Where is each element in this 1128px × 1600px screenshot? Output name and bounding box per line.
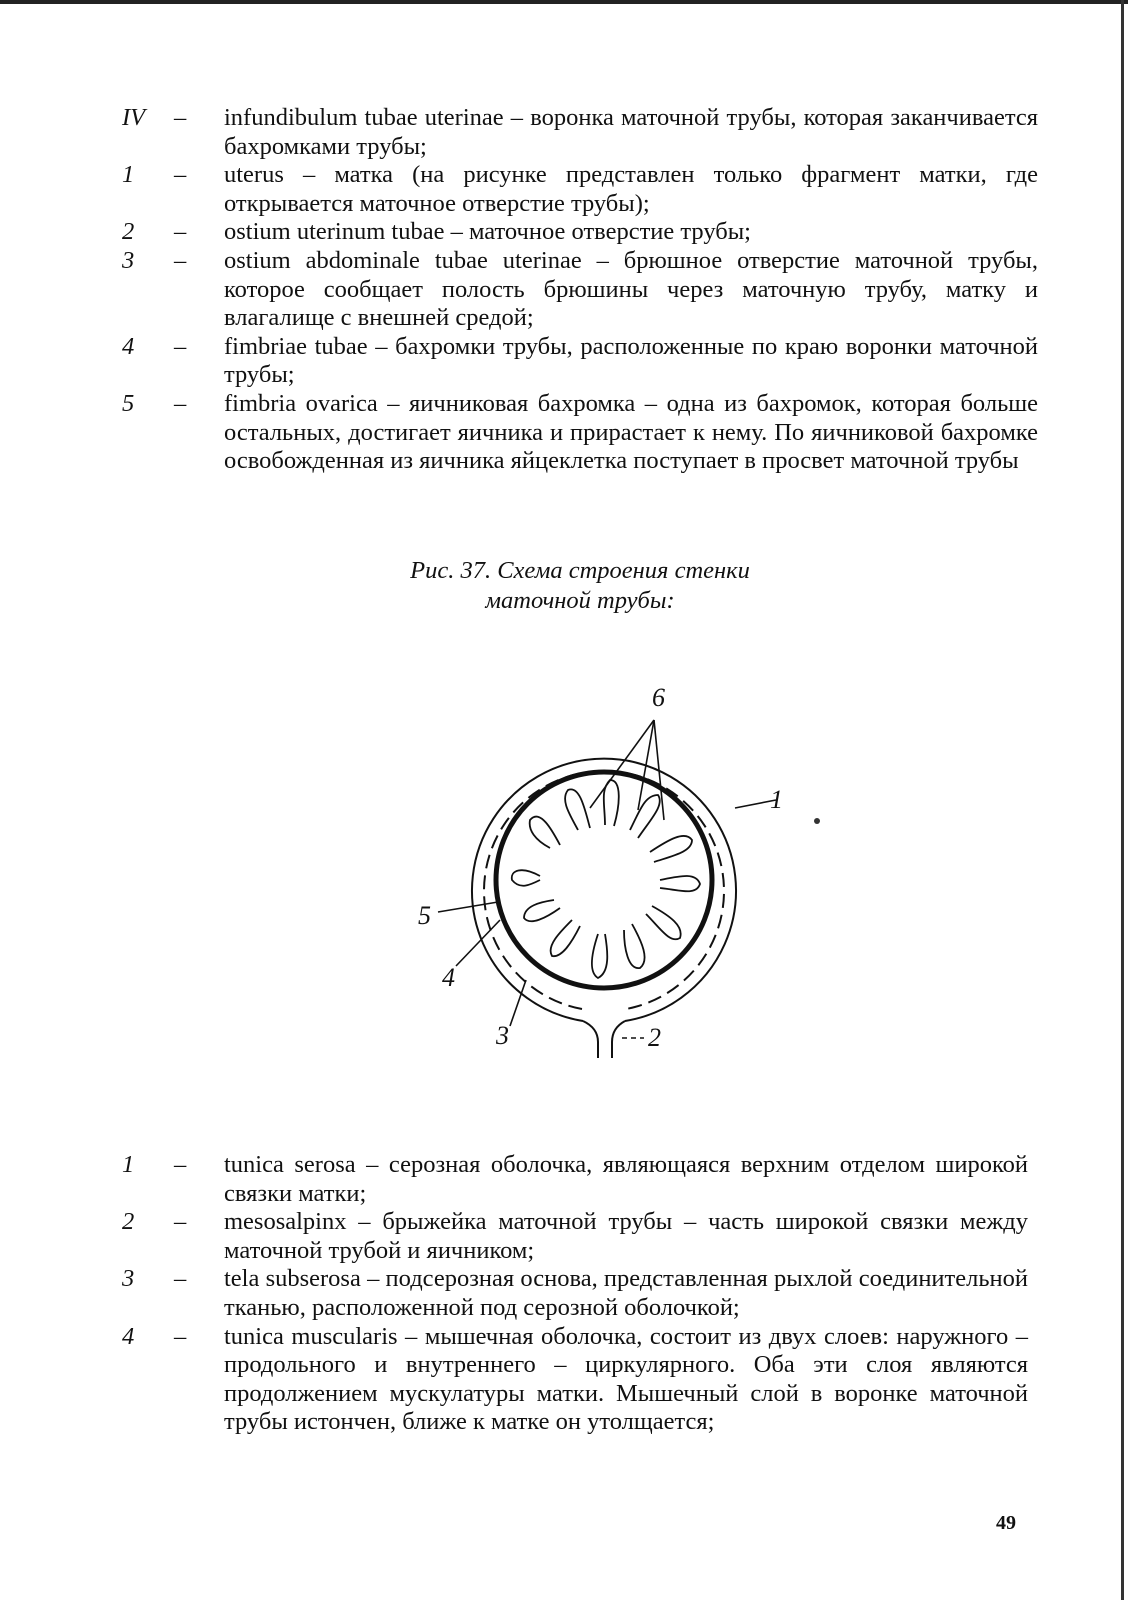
legend-entry	[118, 333, 1038, 390]
entry-dash: –	[174, 161, 187, 189]
entry-text: tunica muscularis – мышечная оболочка, состоит из двух слоев: наружного – продольного и внутреннего – циркулярного. Оба эти слоя являются продолжением мускулатуры матки. Мышечный слой в воронке маточной трубы истончен, ближе к матке он утолщается;	[224, 1322, 1028, 1436]
entry-dash: –	[174, 1151, 187, 1178]
legend-list-bottom	[118, 1151, 1028, 1437]
legend-entry	[118, 1151, 1028, 1208]
label-1: 1	[770, 785, 783, 814]
entry-dash: –	[174, 332, 187, 360]
entry-dash: –	[174, 1322, 187, 1350]
entry-dash: –	[174, 1208, 187, 1236]
entry-number: 5	[122, 389, 135, 417]
entry-number: 4	[122, 1322, 135, 1350]
entry-number: IV	[122, 104, 146, 131]
scan-speck	[814, 818, 820, 824]
entry-dash: –	[174, 389, 187, 417]
mesosalpinx-right	[612, 1021, 625, 1058]
legend-entry	[118, 161, 1038, 218]
entry-number: 2	[122, 1208, 135, 1236]
figure-caption	[300, 556, 860, 616]
caption-line-1: Рис. 37. Схема строения стенки	[410, 557, 750, 584]
entry-dash: –	[174, 104, 187, 131]
entry-dash: –	[174, 218, 187, 246]
legend-entry	[118, 390, 1038, 476]
entry-dash: –	[174, 246, 187, 274]
entry-number: 2	[122, 218, 135, 246]
entry-number: 1	[122, 161, 135, 189]
tube-cross-section-drawing	[400, 680, 800, 1090]
legend-entry	[118, 1265, 1028, 1322]
entry-number: 3	[122, 1265, 135, 1293]
label-5: 5	[418, 901, 431, 930]
legend-entry	[118, 247, 1038, 333]
caption-line-2: маточной трубы:	[485, 587, 675, 614]
mucosal-folds	[512, 780, 700, 978]
label-6: 6	[652, 683, 665, 712]
mesosalpinx-left	[583, 1021, 598, 1058]
tube-cross-section-figure	[400, 680, 800, 1090]
legend-entry	[118, 1208, 1028, 1265]
entry-text: mesosalpinx – брыжейка маточной трубы – часть широкой связки между маточной трубой и яичником;	[224, 1208, 1028, 1264]
legend-entry	[118, 104, 1038, 161]
page-number: 49	[996, 1512, 1016, 1534]
label-4: 4	[442, 963, 455, 992]
legend-entry	[118, 218, 1038, 247]
legend-entry	[118, 1323, 1028, 1437]
label-2: 2	[648, 1023, 661, 1052]
entry-text: fimbriae tubae – бахромки трубы, расположенные по краю воронки маточной трубы;	[224, 332, 1038, 389]
legend-list-top	[118, 104, 1038, 476]
entry-text: tela subserosa – подсерозная основа, представленная рыхлой соединительной тканью, расположенной под серозной оболочкой;	[224, 1265, 1028, 1321]
entry-number: 3	[122, 246, 135, 274]
entry-dash: –	[174, 1265, 187, 1293]
page-top-edge	[0, 0, 1128, 4]
label-3: 3	[496, 1021, 509, 1050]
entry-text: infundibulum tubae uterinae – воронка маточной трубы, которая заканчивается бахромками трубы;	[224, 104, 1038, 160]
entry-text: fimbria ovarica – яичниковая бахромка – одна из бахромок, которая больше остальных, достигает яичника и прирастает к нему. По яичниковой бахромке освобожденная из яичника яйцеклетка поступает в просвет маточной трубы	[224, 389, 1038, 475]
page-right-edge	[1121, 0, 1124, 1600]
entry-text: tunica serosa – серозная оболочка, являющаяся верхним отделом широкой связки матки;	[224, 1151, 1028, 1207]
entry-text: ostium abdominale tubae uterinae – брюшное отверстие маточной трубы, которое сообщает полость брюшины через маточную трубу, матку и влагалище с внешней средой;	[224, 246, 1038, 332]
entry-number: 1	[122, 1151, 135, 1178]
entry-text: uterus – матка (на рисунке представлен только фрагмент матки, где открывается маточное отверстие трубы);	[224, 161, 1038, 217]
entry-text: ostium uterinum tubae – маточное отверстие трубы;	[224, 218, 751, 246]
entry-number: 4	[122, 332, 135, 360]
leader-5	[438, 902, 498, 912]
